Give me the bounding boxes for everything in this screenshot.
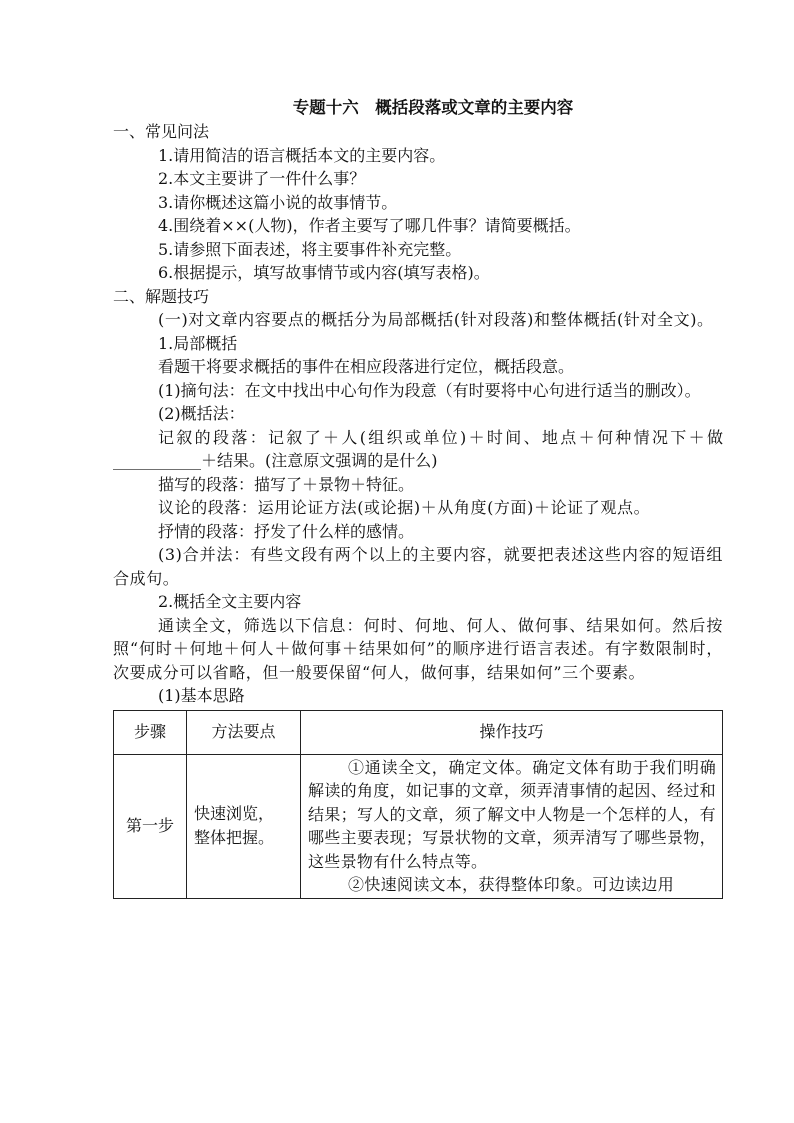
local-summary-heading: 1.局部概括 xyxy=(158,333,238,353)
tips-cell xyxy=(301,754,723,898)
question-item-3: 3.请你概述这篇小说的故事情节。 xyxy=(158,192,398,212)
header-step: 步骤 xyxy=(114,710,187,754)
question-item-4: 4.围绕着××(人物)，作者主要写了哪几件事？请简要概括。 xyxy=(158,216,581,235)
tip-paragraph: ①通读全文，确定文体。确定文体有助于我们明确解读的角度，如记事的文章，须弄清事情的起因、经过和结果；写人的文章，须了解文中人物是一个怎样的人，有哪些主要表现；写景状物的文章，须弄清写了哪些景物，这些景物有什么特点等。 xyxy=(308,757,716,871)
techniques-intro: (一)对文章内容要点的概括分为局部概括(针对段落)和整体概括(针对全文)。 xyxy=(158,310,714,329)
merge-method: (3)合并法：有些文段有两个以上的主要内容，就要把表述这些内容的短语组合成句。 xyxy=(113,545,723,588)
descriptive-paragraph-rule: 描写的段落：描写了＋景物＋特征。 xyxy=(158,474,415,494)
question-item-2: 2.本文主要讲了一件什么事？ xyxy=(158,169,366,188)
header-method: 方法要点 xyxy=(187,710,301,754)
method-line: 快速浏览， xyxy=(194,804,275,823)
table-header-row xyxy=(114,710,723,754)
steps-table xyxy=(113,710,723,899)
extract-method: (1)摘句法：在文中找出中心句作为段意（有时要将中心句进行适当的删改）。 xyxy=(158,380,701,400)
lyrical-paragraph-rule: 抒情的段落：抒发了什么样的感情。 xyxy=(158,521,415,541)
question-item-6: 6.根据提示，填写故事情节或内容(填写表格)。 xyxy=(158,263,490,282)
table-row xyxy=(114,754,723,898)
step-cell: 第一步 xyxy=(114,754,187,898)
whole-summary-heading: 2.概括全文主要内容 xyxy=(158,592,302,611)
method-cell xyxy=(187,754,301,898)
narrative-paragraph-rule: 记叙的段落：记叙了＋人(组织或单位)＋时间、地点＋何种情况下＋做___________＋结果。(注意原文强调的是什么) xyxy=(113,427,723,470)
argumentative-paragraph-rule: 议论的段落：运用论证方法(或论据)＋从角度(方面)＋论证了观点。 xyxy=(158,498,651,517)
whole-summary-text: 通读全文，筛选以下信息：何时、何地、何人、做何事、结果如何。然后按照“何时＋何地＋何人＋做何事＋结果如何”的顺序进行语言表述。有字数限制时，次要成分可以省略，但一般要保留“何人，做何事，结果如何”三个要素。 xyxy=(113,615,723,682)
local-summary-intro: 看题干将要求概括的事件在相应段落进行定位，概括段意。 xyxy=(158,357,575,376)
section-heading-techniques: 二、解题技巧 xyxy=(113,286,210,306)
question-item-1: 1.请用简洁的语言概括本文的主要内容。 xyxy=(158,145,446,165)
tip-paragraph: ②快速阅读文本，获得整体印象。可边读边用 xyxy=(348,875,675,894)
question-item-5: 5.请参照下面表述，将主要事件补充完整。 xyxy=(158,239,462,259)
page-title: 专题十六 概括段落或文章的主要内容 xyxy=(292,98,574,117)
method-line: 整体把握。 xyxy=(194,828,275,847)
summarize-method-heading: (2)概括法： xyxy=(158,404,245,423)
basic-approach-heading: (1)基本思路 xyxy=(158,686,245,705)
header-tips: 操作技巧 xyxy=(301,710,723,754)
section-heading-common-questions: 一、常见问法 xyxy=(113,122,210,141)
document-page xyxy=(113,96,723,899)
